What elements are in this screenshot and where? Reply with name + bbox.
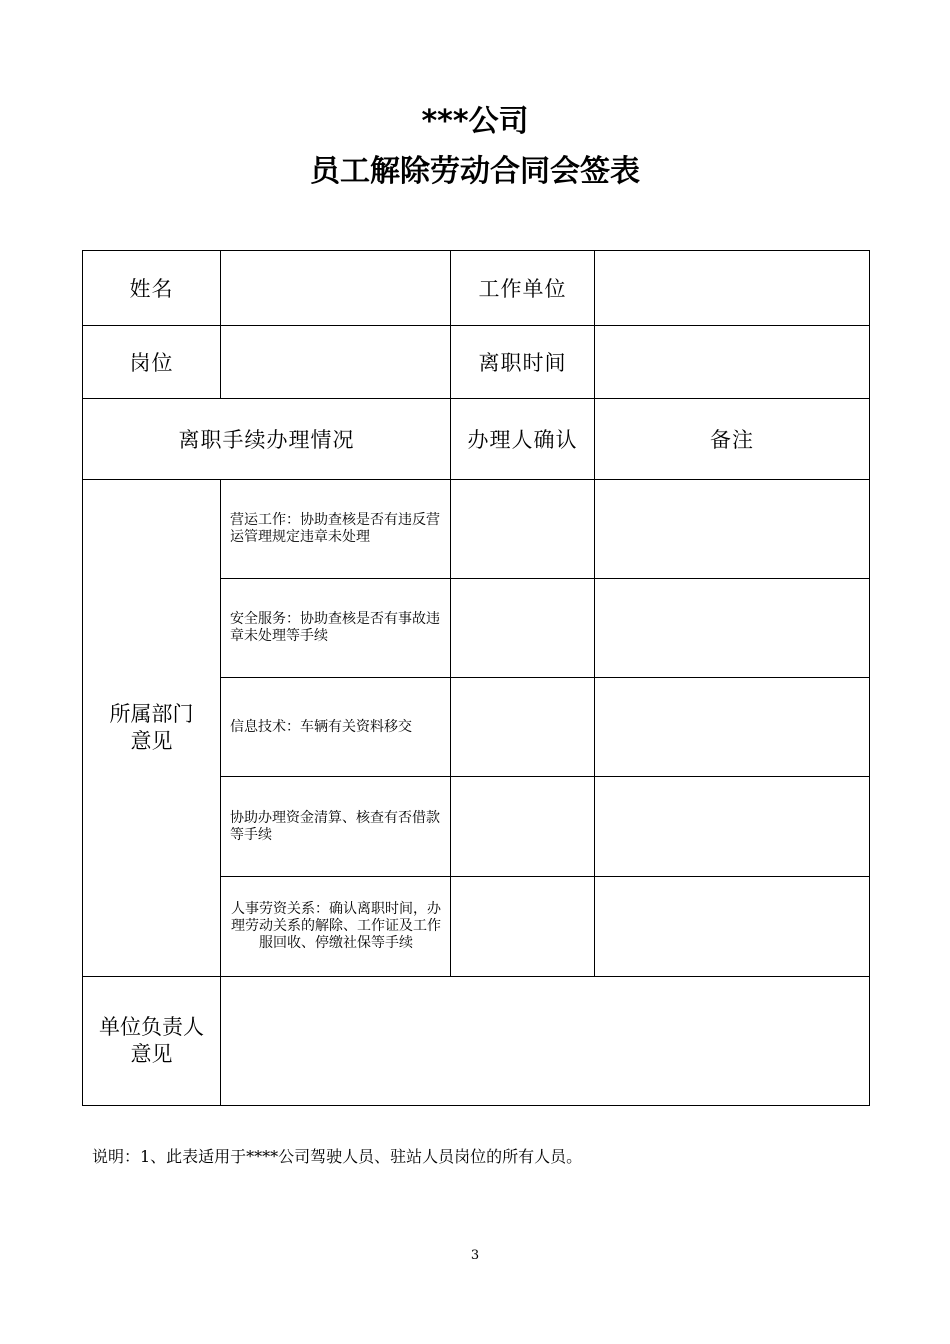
handler-confirm-cell[interactable] xyxy=(451,579,595,678)
company-name: ***公司 xyxy=(421,104,529,139)
leave-time-field[interactable] xyxy=(595,326,870,399)
leader-opinion-label xyxy=(83,977,221,1106)
procedure-column-header: 离职手续办理情况 xyxy=(83,399,451,480)
work-unit-field[interactable] xyxy=(595,251,870,326)
task-it: 信息技术：车辆有关资料移交 xyxy=(221,678,451,777)
handler-confirm-cell[interactable] xyxy=(451,480,595,579)
department-opinion-label-line2: 意见 xyxy=(130,729,173,753)
task-operations: 营运工作：协助查核是否有违反营运管理规定违章未处理 xyxy=(221,480,451,579)
remarks-cell[interactable] xyxy=(595,579,870,678)
post-field[interactable] xyxy=(221,326,451,399)
remarks-cell[interactable] xyxy=(595,877,870,977)
table-row xyxy=(83,977,870,1106)
remarks-cell[interactable] xyxy=(595,777,870,877)
column-header-row xyxy=(83,399,870,480)
handler-confirm-cell[interactable] xyxy=(451,777,595,877)
post-label: 岗位 xyxy=(83,326,221,399)
page-number: 3 xyxy=(470,1248,480,1263)
form-header xyxy=(0,100,950,194)
handler-confirm-cell[interactable] xyxy=(451,877,595,977)
task-safety: 安全服务：协助查核是否有事故违章未处理等手续 xyxy=(221,579,451,678)
table-row xyxy=(83,251,870,326)
handler-confirm-cell[interactable] xyxy=(451,678,595,777)
form-title: 员工解除劳动合同会签表 xyxy=(310,154,640,189)
table-row xyxy=(83,326,870,399)
department-opinion-label xyxy=(83,480,221,977)
name-field[interactable] xyxy=(221,251,451,326)
remarks-cell[interactable] xyxy=(595,678,870,777)
leader-opinion-label-line2: 意见 xyxy=(130,1042,173,1066)
handler-confirm-column-header: 办理人确认 xyxy=(451,399,595,480)
leader-opinion-label-line1: 单位负责人 xyxy=(99,1015,204,1039)
remarks-column-header: 备注 xyxy=(595,399,870,480)
signoff-table xyxy=(82,250,870,1106)
table-row xyxy=(83,480,870,579)
leave-time-label: 离职时间 xyxy=(451,326,595,399)
leader-opinion-field[interactable] xyxy=(221,977,870,1106)
department-opinion-label-line1: 所属部门 xyxy=(109,702,194,726)
task-hr: 人事劳资关系：确认离职时间，办理劳动关系的解除、工作证及工作服回收、停缴社保等手续 xyxy=(221,877,451,977)
name-label: 姓名 xyxy=(83,251,221,326)
task-finance: 协助办理资金清算、核查有否借款等手续 xyxy=(221,777,451,877)
work-unit-label: 工作单位 xyxy=(451,251,595,326)
remarks-cell[interactable] xyxy=(595,480,870,579)
footnote: 说明：1、此表适用于****公司驾驶人员、驻站人员岗位的所有人员。 xyxy=(92,1147,583,1166)
